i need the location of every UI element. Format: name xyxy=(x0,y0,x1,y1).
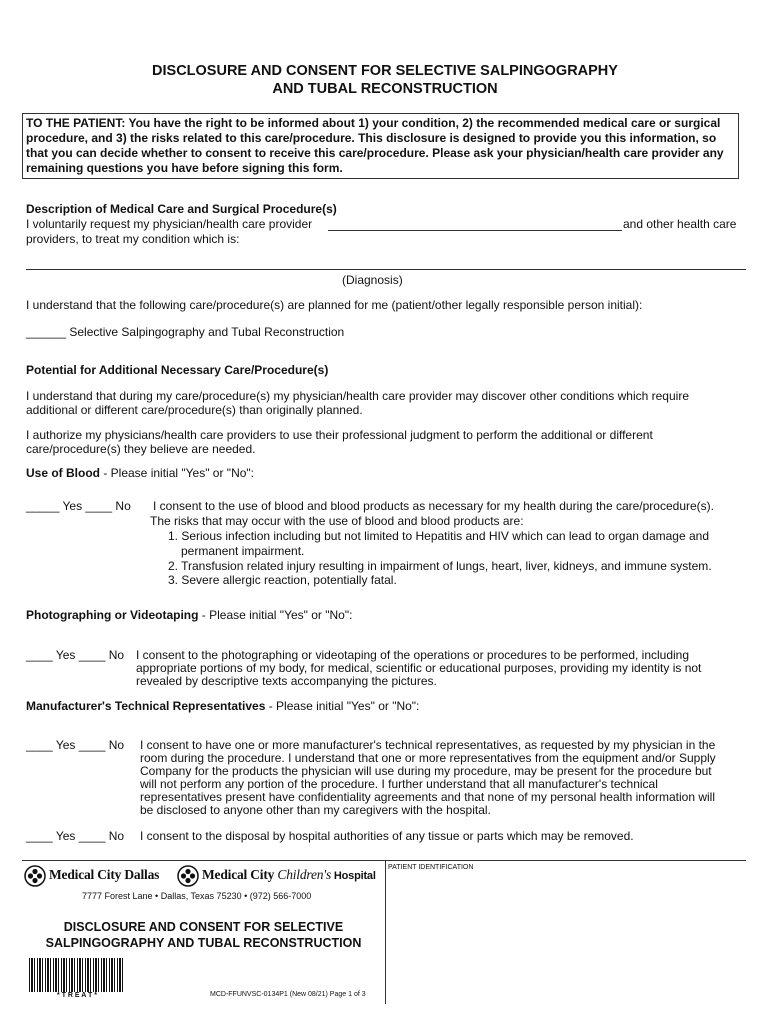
footer-top-rule xyxy=(22,860,746,861)
medical-city-logo-icon xyxy=(24,865,46,887)
request-line-left: I voluntarily request my physician/health care provider xyxy=(26,217,313,231)
medical-city-childrens-logo xyxy=(202,867,376,883)
blood-risk-1b: permanent impairment. xyxy=(181,544,305,558)
request-line-2: providers, to treat my condition which is: xyxy=(26,232,240,246)
photo-consent-line1: I consent to the photographing or videotaping of the operations or procedures to be performed, including xyxy=(136,648,690,662)
disposal-yes-no[interactable]: ____ Yes ____ No xyxy=(26,829,125,843)
manufacturer-line1: I consent to have one or more manufacturer's technical representatives, as requested by my physician in the xyxy=(140,738,716,752)
disposal-consent-text: I consent to the disposal by hospital authorities of any tissue or parts which may be removed. xyxy=(140,829,634,843)
childrens-logo-part2: Children's xyxy=(277,867,332,882)
diagnosis-label: (Diagnosis) xyxy=(342,273,403,287)
additional-para1-line2: additional or different care/procedure(s) than originally planned. xyxy=(26,403,363,417)
additional-care-heading: Potential for Additional Necessary Care/Procedure(s) xyxy=(26,363,329,377)
procedure-initial-line[interactable]: ______ Selective Salpingography and Tubal Reconstruction xyxy=(26,325,345,339)
manufacturer-heading: Manufacturer's Technical Representatives xyxy=(26,699,266,713)
blood-risk-3: 3. Severe allergic reaction, potentially fatal. xyxy=(168,573,397,587)
additional-para1-line1: I understand that during my care/procedure(s) my physician/health care provider may discover other conditions which require xyxy=(26,389,689,403)
blood-consent-line1: I consent to the use of blood and blood products as necessary for my health during the care/procedure(s). xyxy=(153,499,714,513)
page-title-line2: AND TUBAL RECONSTRUCTION xyxy=(272,81,498,97)
form-code: MCD-FFUNVSC-0134P1 (New 08/21) Page 1 of 3 xyxy=(210,991,366,998)
hospital-address: 7777 Forest Lane • Dallas, Texas 75230 • (972) 566-7000 xyxy=(82,891,312,901)
photo-instruction: - Please initial "Yes" or "No": xyxy=(198,608,353,622)
barcode xyxy=(29,958,125,992)
footer-form-title-line1: DISCLOSURE AND CONSENT FOR SELECTIVE xyxy=(63,920,344,934)
patient-notice-box: TO THE PATIENT: You have the right to be informed about 1) your condition, 2) the recommended medical care or surgical procedure, and 3) the risks related to this care/procedure. This disclosure is designed to provide you this information, so that you can decide whether to consent to receive this care/procedure. Please ask your physician/health care provider any remaining questions you have before signing this form. xyxy=(22,113,739,179)
photo-consent-line3: revealed by descriptive texts accompanying the pictures. xyxy=(136,674,437,688)
manufacturer-line4: will not perform any portion of the procedure. I further understand that all manufacturer's technical xyxy=(140,777,658,791)
blood-instruction: - Please initial "Yes" or "No": xyxy=(100,466,254,480)
blood-yes-no[interactable]: _____ Yes ____ No xyxy=(26,499,131,513)
additional-para2-line2: care/procedure(s) they believe are needed. xyxy=(26,442,256,456)
additional-para2-line1: I authorize my physicians/health care providers to use their professional judgment to perform the additional or different xyxy=(26,428,653,442)
diagnosis-line[interactable] xyxy=(26,269,746,270)
photo-heading-row xyxy=(26,608,352,622)
manufacturer-instruction: - Please initial "Yes" or "No": xyxy=(265,699,420,713)
medical-city-dallas-logo: Medical City Dallas xyxy=(49,867,160,882)
photo-heading: Photographing or Videotaping xyxy=(26,608,199,622)
blood-risk-2: 2. Transfusion related injury resulting in impairment of lungs, heart, liver, kidneys, and immune system. xyxy=(168,559,712,573)
photo-consent-line2: appropriate portions of my body, for medical, scientific or educational purposes, providing my identity is not xyxy=(136,661,702,675)
provider-name-line[interactable] xyxy=(328,230,622,231)
blood-heading-row xyxy=(26,466,254,480)
manufacturer-line6: be disclosed to anyone other than my caregivers with the hospital. xyxy=(140,803,491,817)
manufacturer-line2: room during the procedure. I understand that one or more representatives from the equipment and/or Supply xyxy=(140,751,716,765)
childrens-logo-part3: Hospital xyxy=(331,870,376,882)
blood-heading: Use of Blood xyxy=(26,466,100,480)
manufacturer-line5: representatives present have confidentiality agreements and that none of my personal health information will xyxy=(140,790,715,804)
barcode-text: * T R E A T * xyxy=(57,992,97,999)
description-heading: Description of Medical Care and Surgical Procedure(s) xyxy=(26,202,337,216)
patient-identification-label: PATIENT IDENTIFICATION xyxy=(388,864,474,871)
footer-divider xyxy=(385,860,386,1004)
manufacturer-heading-row xyxy=(26,699,419,713)
childrens-logo-part1: Medical City xyxy=(202,867,278,882)
photo-yes-no[interactable]: ____ Yes ____ No xyxy=(26,648,125,662)
footer-form-title-line2: SALPINGOGRAPHY AND TUBAL RECONSTRUCTION xyxy=(45,936,362,950)
manufacturer-yes-no[interactable]: ____ Yes ____ No xyxy=(26,738,125,752)
blood-risk-1a: 1. Serious infection including but not limited to Hepatitis and HIV which can lead to organ damage and xyxy=(168,529,709,543)
medical-city-childrens-logo-icon xyxy=(177,865,199,887)
manufacturer-line3: Company for the products the physician will use during my procedure, may be present for the procedure but xyxy=(140,764,712,778)
planned-procedures-text: I understand that the following care/procedure(s) are planned for me (patient/other legally responsible person initial): xyxy=(26,298,643,312)
blood-consent-line2: The risks that may occur with the use of blood and blood products are: xyxy=(150,514,524,528)
page-title-line1: DISCLOSURE AND CONSENT FOR SELECTIVE SALPINGOGRAPHY xyxy=(152,63,618,79)
request-line-right: and other health care xyxy=(623,217,737,231)
